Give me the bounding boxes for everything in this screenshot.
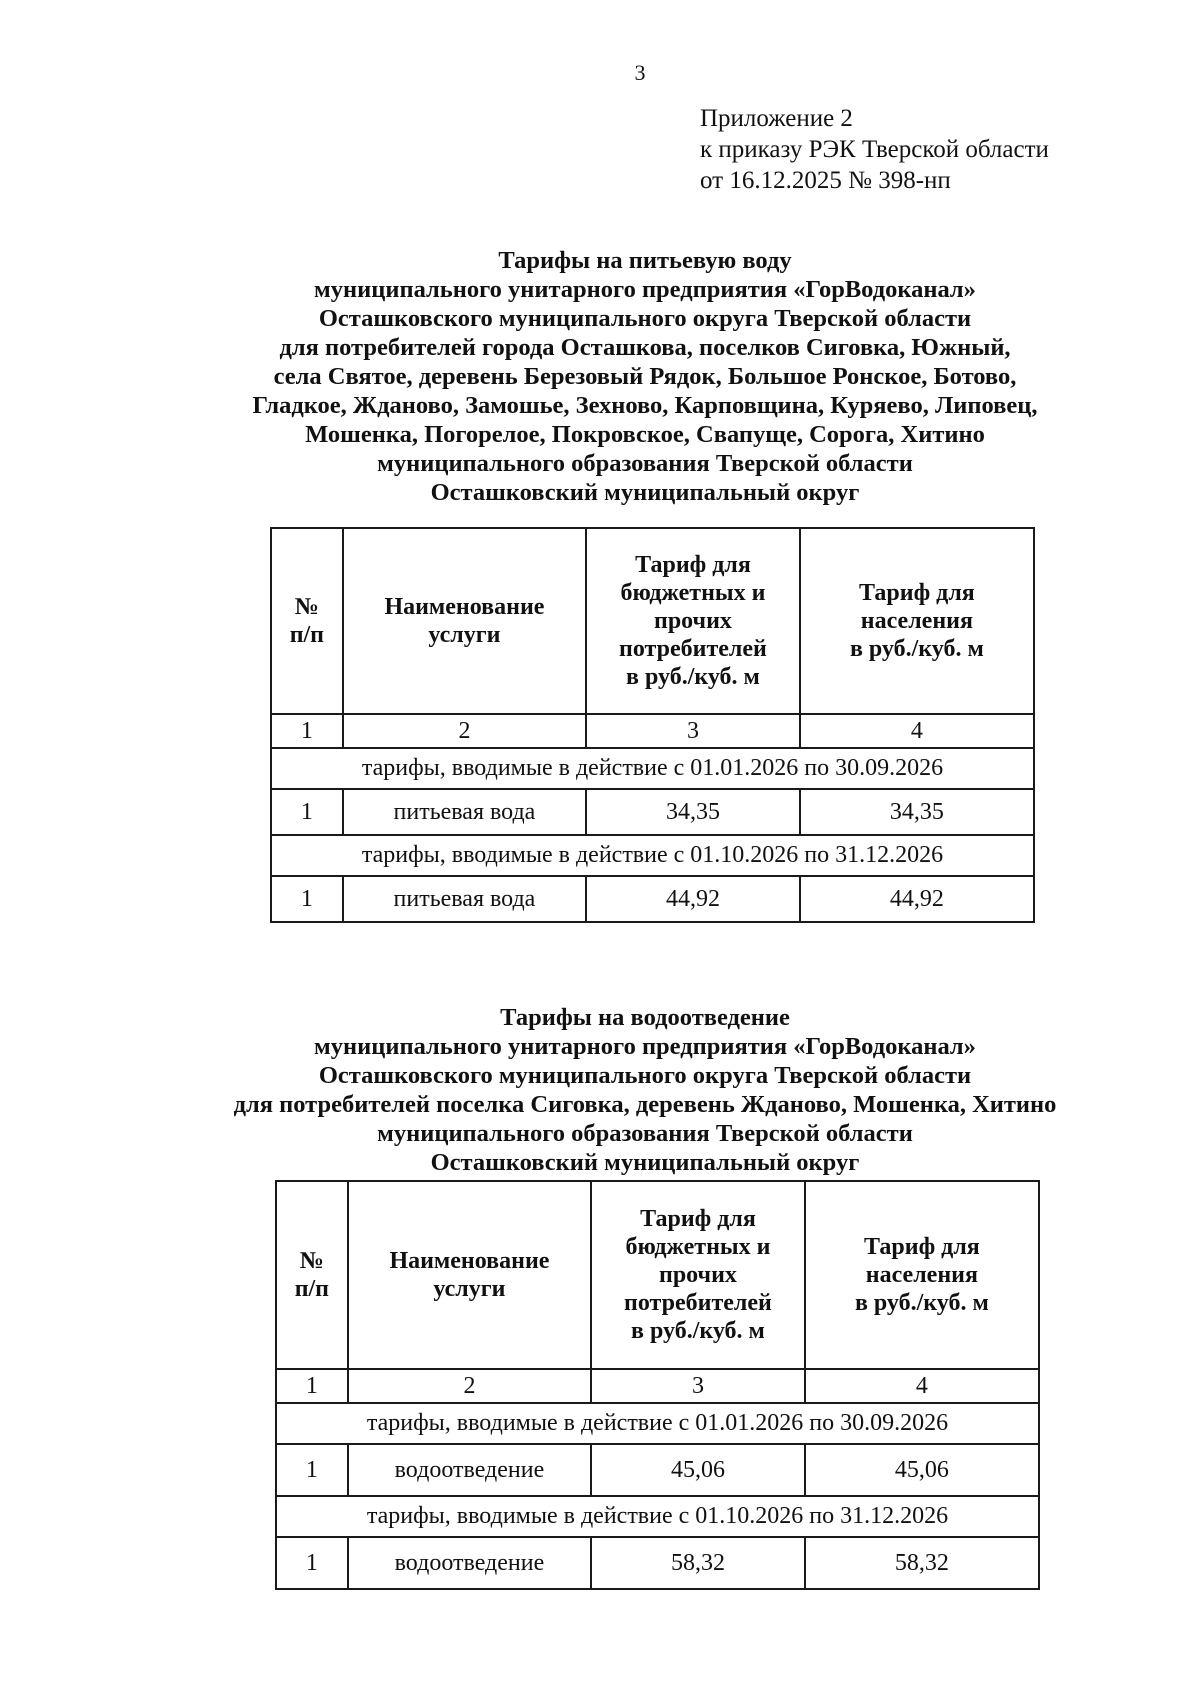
budget-tariff-value: 44,92: [586, 876, 800, 922]
heading-line: для потребителей поселка Сиговка, деревень Жданово, Мошенка, Хитино: [233, 1091, 1057, 1118]
column-index: 3: [586, 714, 800, 748]
budget-tariff-value: 58,32: [591, 1537, 805, 1589]
period-label: тарифы, вводимые в действие с 01.01.2026 по 30.09.2026: [271, 748, 1034, 789]
header-number: № п/п: [271, 528, 343, 714]
header-service-name: Наименование услуги: [343, 528, 586, 714]
column-index: 3: [591, 1369, 805, 1403]
service-name: водоотведение: [348, 1537, 591, 1589]
header-number: № п/п: [276, 1181, 348, 1369]
service-name: питьевая вода: [343, 876, 586, 922]
period-row: [271, 835, 1034, 876]
period-row: [271, 748, 1034, 789]
heading-line: для потребителей города Осташкова, поселков Сиговка, Южный,: [279, 334, 1011, 361]
population-tariff-value: 58,32: [805, 1537, 1039, 1589]
appendix-line: к приказу РЭК Тверской области: [700, 136, 1049, 163]
column-index: 2: [343, 714, 586, 748]
wastewater-tariff-table: [275, 1180, 1040, 1590]
heading-line: Осташковского муниципального округа Тверской области: [318, 305, 972, 332]
heading-line: муниципального унитарного предприятия «ГорВодоканал»: [314, 276, 976, 303]
row-number: 1: [276, 1537, 348, 1589]
heading-line: Тарифы на питьевую воду: [498, 247, 792, 274]
column-index: 4: [800, 714, 1034, 748]
period-label: тарифы, вводимые в действие с 01.10.2026 по 31.12.2026: [276, 1496, 1039, 1537]
column-index: 1: [276, 1369, 348, 1403]
heading-line: Осташковский муниципальный округ: [430, 1149, 860, 1176]
appendix-reference: [700, 103, 1049, 196]
header-population-tariff: Тариф для населения в руб./куб. м: [805, 1181, 1039, 1369]
header-budget-tariff: Тариф для бюджетных и прочих потребителей в руб./куб. м: [591, 1181, 805, 1369]
header-service-name: Наименование услуги: [348, 1181, 591, 1369]
heading-line: Осташковский муниципальный округ: [430, 479, 860, 506]
heading-line: Гладкое, Жданово, Замошье, Зехново, Карповщина, Куряево, Липовец,: [252, 392, 1038, 419]
water-tariff-heading: [120, 246, 1170, 507]
period-label: тарифы, вводимые в действие с 01.01.2026 по 30.09.2026: [276, 1403, 1039, 1444]
budget-tariff-value: 45,06: [591, 1444, 805, 1496]
table-row: [271, 789, 1034, 835]
row-number: 1: [276, 1444, 348, 1496]
column-index-row: [276, 1369, 1039, 1403]
table-row: [276, 1444, 1039, 1496]
heading-line: Тарифы на водоотведение: [500, 1004, 790, 1031]
table-row: [271, 876, 1034, 922]
header-population-tariff: Тариф для населения в руб./куб. м: [800, 528, 1034, 714]
heading-line: села Святое, деревень Березовый Рядок, Большое Ронское, Ботово,: [273, 363, 1017, 390]
budget-tariff-value: 34,35: [586, 789, 800, 835]
table-header-row: [271, 528, 1034, 714]
period-row: [276, 1403, 1039, 1444]
population-tariff-value: 34,35: [800, 789, 1034, 835]
water-tariff-table: [270, 527, 1035, 923]
period-row: [276, 1496, 1039, 1537]
heading-line: муниципального образования Тверской области: [377, 1120, 913, 1147]
column-index: 1: [271, 714, 343, 748]
appendix-line: Приложение 2: [700, 105, 853, 132]
service-name: питьевая вода: [343, 789, 586, 835]
heading-line: муниципального образования Тверской области: [377, 450, 913, 477]
heading-line: Осташковского муниципального округа Тверской области: [318, 1062, 972, 1089]
row-number: 1: [271, 876, 343, 922]
column-index: 2: [348, 1369, 591, 1403]
page-number: 3: [634, 60, 646, 85]
service-name: водоотведение: [348, 1444, 591, 1496]
header-budget-tariff: Тариф для бюджетных и прочих потребителей в руб./куб. м: [586, 528, 800, 714]
period-label: тарифы, вводимые в действие с 01.10.2026 по 31.12.2026: [271, 835, 1034, 876]
table-header-row: [276, 1181, 1039, 1369]
column-index: 4: [805, 1369, 1039, 1403]
population-tariff-value: 44,92: [800, 876, 1034, 922]
appendix-line: от 16.12.2025 № 398-нп: [700, 167, 951, 194]
heading-line: муниципального унитарного предприятия «ГорВодоканал»: [314, 1033, 976, 1060]
column-index-row: [271, 714, 1034, 748]
row-number: 1: [271, 789, 343, 835]
table-row: [276, 1537, 1039, 1589]
wastewater-tariff-heading: [120, 1003, 1170, 1177]
heading-line: Мошенка, Погорелое, Покровское, Свапуще, Сорога, Хитино: [305, 421, 985, 448]
population-tariff-value: 45,06: [805, 1444, 1039, 1496]
